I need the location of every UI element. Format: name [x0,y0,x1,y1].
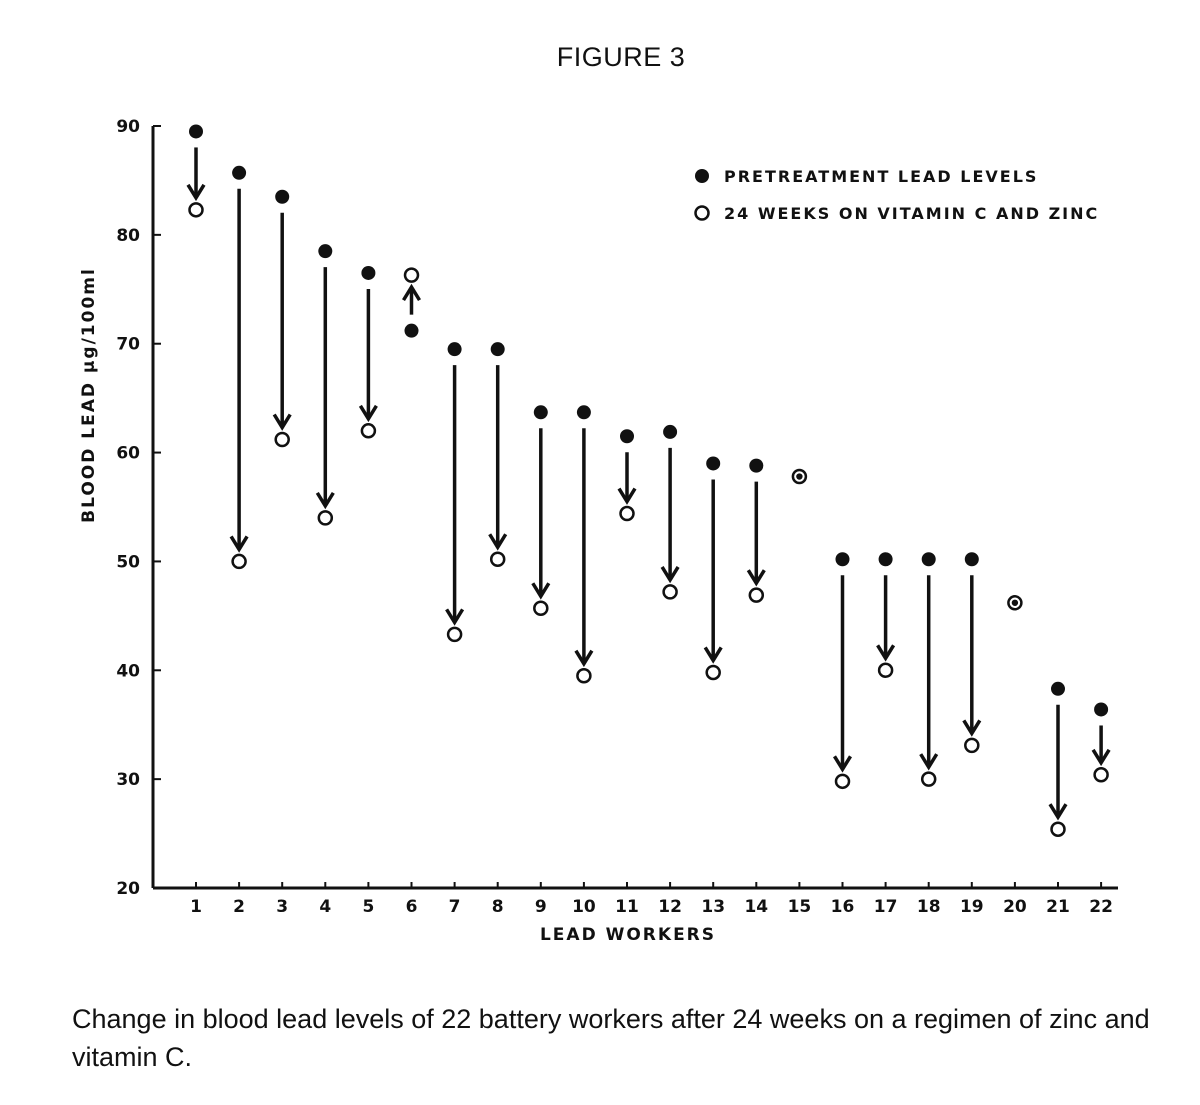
x-tick-label: 11 [615,897,639,917]
post-treatment-point [879,664,892,677]
post-treatment-point [405,269,418,282]
y-axis-title: BLOOD LEAD µg/100ml [79,267,99,523]
post-treatment-point [362,424,375,437]
post-treatment-point [750,589,763,602]
x-axis-title: LEAD WORKERS [539,925,717,945]
post-treatment-point [491,553,504,566]
y-tick-label: 60 [116,443,140,464]
post-treatment-point [965,739,978,752]
legend-marker-24-weeks [696,207,709,220]
pretreatment-point [232,166,246,180]
post-treatment-point [922,773,935,786]
x-tick-label: 6 [405,897,418,917]
y-tick-label: 90 [116,117,140,137]
post-treatment-point [664,585,677,598]
pretreatment-point [275,190,289,204]
pretreatment-point [965,552,979,566]
pretreatment-point [534,405,548,419]
post-treatment-point [836,775,849,788]
post-treatment-point [190,203,203,216]
pretreatment-point [491,342,505,356]
x-tick-label: 18 [916,897,941,917]
legend [695,167,1099,223]
x-tick-label: 8 [491,897,504,917]
pretreatment-point [663,425,677,439]
post-treatment-point [1095,768,1108,781]
x-tick-label: 15 [787,897,812,917]
legend-marker-pretreatment [695,169,709,183]
legend-label-pretreatment: PRETREATMENT LEAD LEVELS [724,167,1039,186]
pretreatment-point [796,473,802,479]
x-tick-label: 10 [572,897,596,917]
x-tick-label: 7 [448,897,461,917]
pretreatment-point [318,244,332,258]
pretreatment-point [1051,682,1065,696]
pretreatment-point [577,405,591,419]
x-tick-label: 17 [873,897,898,917]
post-treatment-point [448,628,461,641]
x-tick-label: 16 [830,897,855,917]
y-tick-label: 50 [116,552,140,573]
y-tick-label: 70 [116,334,140,355]
post-treatment-point [577,669,590,682]
x-tick-label: 19 [959,897,984,917]
axes [153,126,1118,888]
x-tick-label: 21 [1046,897,1070,917]
pretreatment-point [405,324,419,338]
y-tick-label: 20 [116,879,140,899]
x-tick-label: 13 [701,897,726,917]
x-tick-label: 22 [1089,897,1113,917]
pretreatment-point [1012,600,1018,606]
x-tick-label: 2 [233,897,246,917]
pretreatment-point [448,342,462,356]
figure-caption: Change in blood lead levels of 22 battery workers after 24 weeks on a regimen of zinc and vitamin C. [72,1004,1150,1072]
pretreatment-point [836,552,850,566]
y-tick-label: 80 [116,225,140,246]
y-tick-label: 30 [116,770,140,791]
post-treatment-point [276,433,289,446]
x-tick-label: 1 [190,897,202,917]
pretreatment-point [706,456,720,470]
pretreatment-point [879,552,893,566]
post-treatment-point [534,602,547,615]
post-treatment-point [1052,823,1065,836]
figure-title: FIGURE 3 [556,42,686,72]
post-treatment-point [233,555,246,568]
pretreatment-point [620,429,634,443]
x-tick-label: 12 [658,897,682,917]
pretreatment-point [922,552,936,566]
x-tick-label: 4 [319,897,332,917]
pretreatment-point [189,124,203,138]
post-treatment-point [319,511,332,524]
legend-label-24-weeks: 24 WEEKS ON VITAMIN C AND ZINC [724,204,1100,223]
x-tick-label: 9 [534,897,547,917]
x-tick-label: 5 [362,897,375,917]
pretreatment-point [1094,702,1108,716]
post-treatment-point [707,666,720,679]
x-tick-label: 14 [744,897,769,917]
x-tick-label: 3 [276,897,289,917]
pretreatment-point [749,459,763,473]
pretreatment-point [361,266,375,280]
x-tick-label: 20 [1003,897,1027,917]
post-treatment-point [621,507,634,520]
y-tick-label: 40 [116,661,140,682]
